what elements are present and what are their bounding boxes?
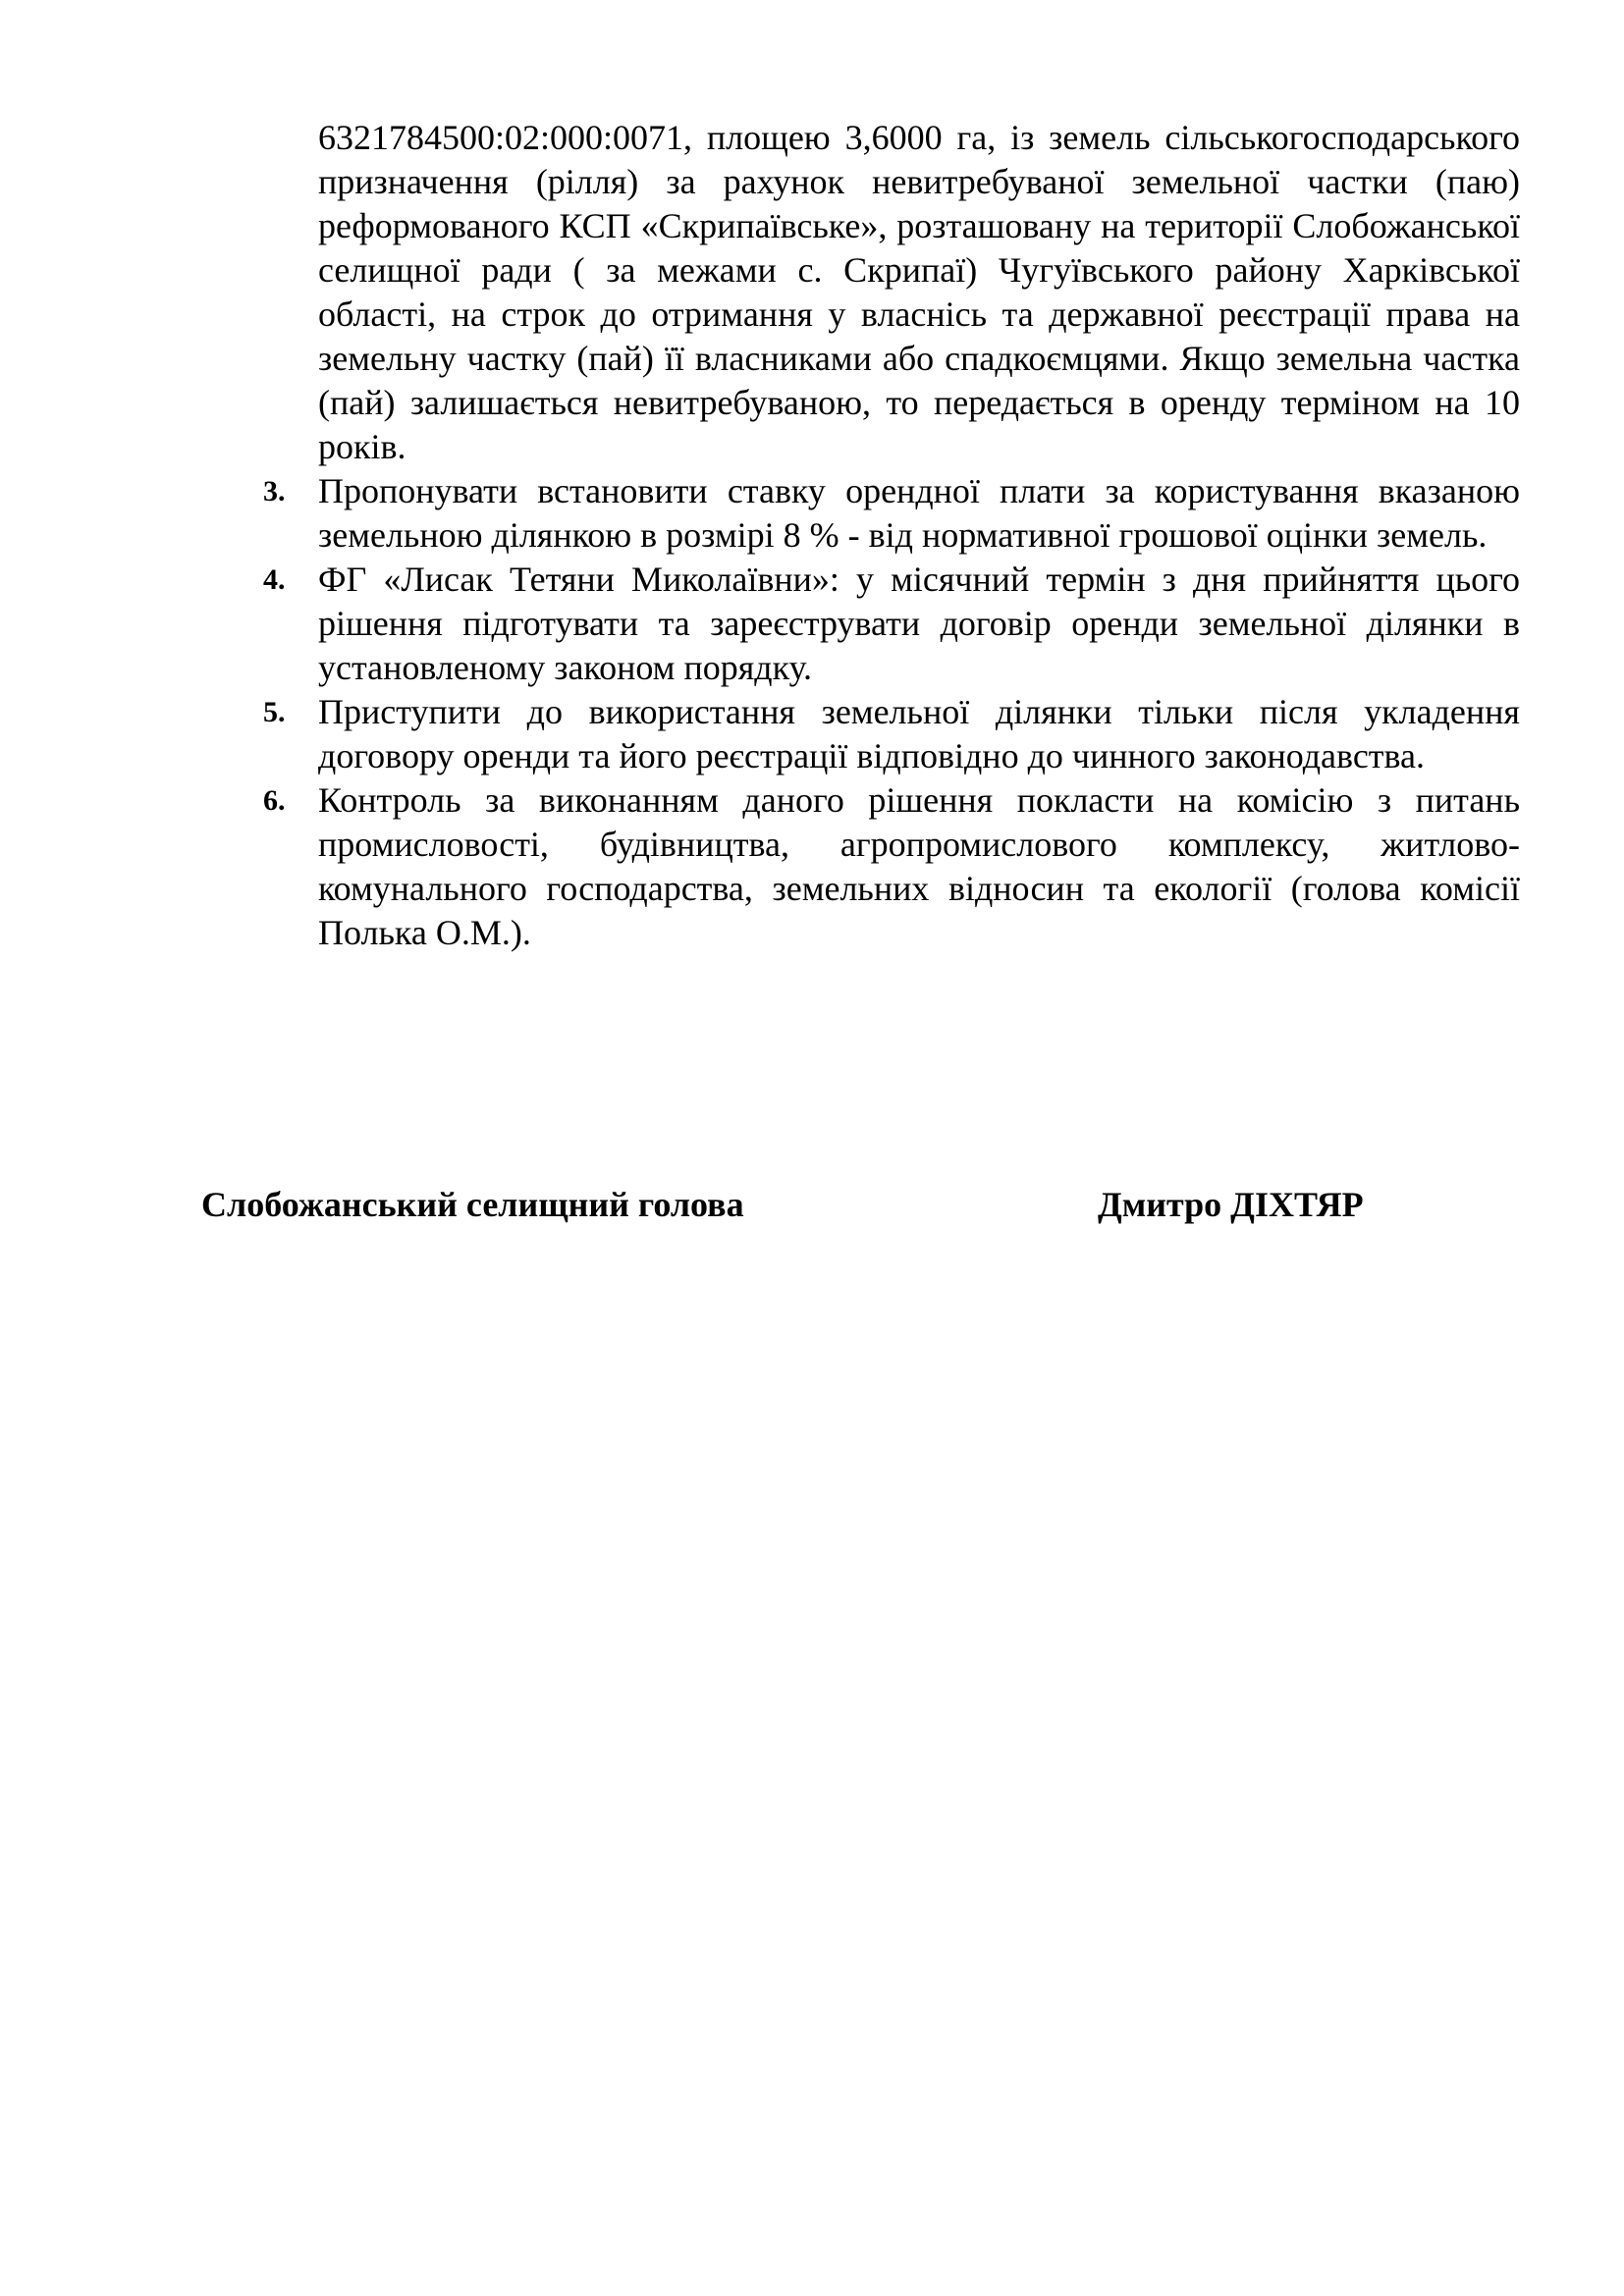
item-text: Приступити до використання земельної ділянки тільки після укладення договору оренди та його реєстрації відповідно до чинного законодавства. (318, 692, 1520, 775)
item-number: 3. (263, 475, 286, 507)
item-text: Контроль за виконанням даного рішення покласти на комісію з питань промисловості, будівництва, агропромислового комплексу, житлово-комунального господарства, земельних відносин та екології (голова комісії Полька О.М.). (318, 780, 1520, 952)
signatory-name: Дмитро ДІХТЯР (1098, 1185, 1364, 1224)
list-item (263, 469, 1520, 558)
item-text: ФГ «Лисак Тетяни Миколаївни»: у місячний термін з дня прийняття цього рішення підготувати та зареєструвати договір оренди земельної ділянки в установленому законом порядку. (318, 560, 1520, 687)
item-text: Пропонувати встановити ставку орендної плати за користування вказаною земельною ділянкою в розмірі 8 % - від нормативної грошової оцінки земель. (318, 471, 1520, 555)
list-item (263, 690, 1520, 778)
item-number: 4. (263, 563, 286, 596)
signatory-title: Слобожанський селищний голова (201, 1185, 744, 1224)
document-body (263, 116, 1520, 955)
continuation-paragraph: 6321784500:02:000:0071, площею 3,6000 га, із земель сільськогосподарського призначення (рілля) за рахунок невитребуваної земельної частки (паю) реформованого КСП «Скрипаївське», розташовану на території Слобожанської селищної ради ( за межами с. Скрипаї) Чугуївського району Харківської області, на строк до отримання у власнісь та державної реєстрації права на земельну частку (пай) її власниками або спадкоємцями. Якщо земельна частка (пай) залишається невитребуваною, то передається в оренду терміном на 10 років. (318, 118, 1520, 466)
list-item (263, 778, 1520, 955)
item-number: 5. (263, 696, 286, 728)
item-number: 6. (263, 784, 286, 817)
list-item (263, 558, 1520, 690)
